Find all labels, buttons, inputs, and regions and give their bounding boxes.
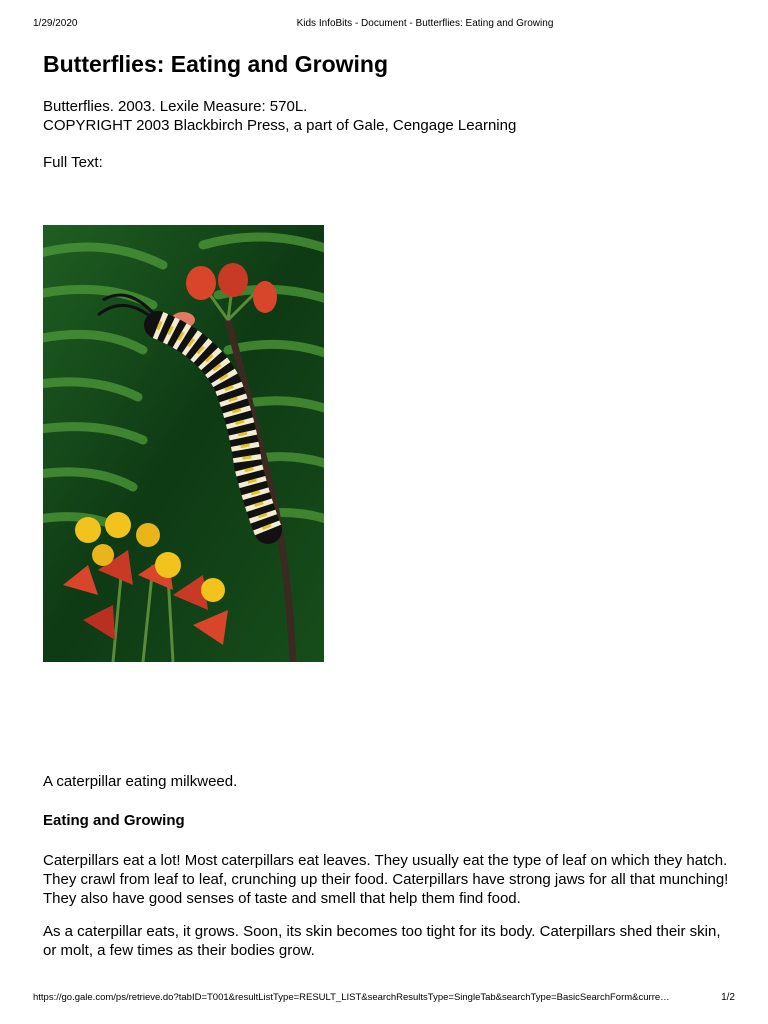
print-page-title: Kids InfoBits - Document - Butterflies: Eating and Growing	[296, 18, 554, 29]
citation-copyright: COPYRIGHT 2003 Blackbirch Press, a part of Gale, Cengage Learning	[43, 117, 517, 134]
citation-source: Butterflies. 2003. Lexile Measure: 570L.	[43, 98, 308, 115]
citation	[43, 97, 516, 135]
page-number: 1/2	[721, 992, 735, 1003]
print-url: https://go.gale.com/ps/retrieve.do?tabID=T001&resultListType=RESULT_LIST&searchResultsType=SingleTab&searchType=BasicSearchForm&curre…	[33, 992, 670, 1003]
body-paragraph: As a caterpillar eats, it grows. Soon, its skin becomes too tight for its body. Caterpillars shed their skin, or molt, a few times as their bodies grow.	[43, 923, 721, 959]
full-text-label: Full Text:	[43, 154, 103, 171]
body-paragraph: Caterpillars eat a lot! Most caterpillars eat leaves. They usually eat the type of leaf on which they hatch. They crawl from leaf to leaf, crunching up their food. Caterpillars have strong jaws for all that munching! They also have good senses of taste and smell that help them find food.	[43, 852, 729, 907]
print-date: 1/29/2020	[33, 18, 78, 29]
document-title: Butterflies: Eating and Growing	[43, 51, 389, 77]
section-heading: Eating and Growing	[43, 812, 185, 829]
image-caption: A caterpillar eating milkweed.	[43, 773, 238, 790]
caterpillar-photo	[43, 225, 324, 662]
